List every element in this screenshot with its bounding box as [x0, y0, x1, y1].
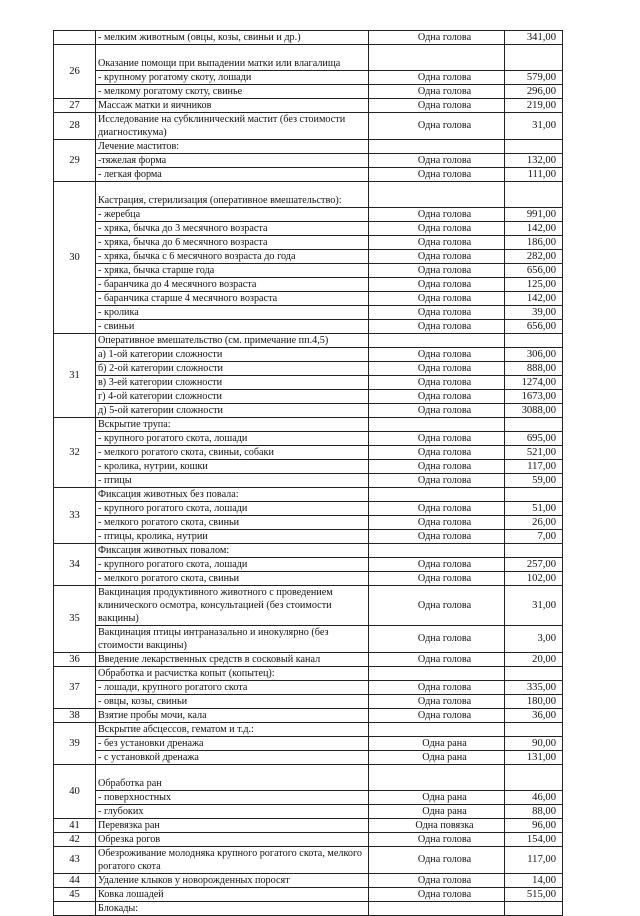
price-cell: 26,00 — [505, 516, 563, 530]
unit-cell: Одна голова — [369, 222, 505, 236]
description-cell: - поверхностных — [96, 791, 369, 805]
description-cell: Перевязка ран — [96, 819, 369, 833]
description-cell: Введение лекарственных средств в сосковый канал — [96, 653, 369, 667]
description-cell: - птицы, кролика, нутрии — [96, 530, 369, 544]
price-cell: 125,00 — [505, 278, 563, 292]
price-cell: 7,00 — [505, 530, 563, 544]
price-cell — [505, 544, 563, 558]
description-cell: - без установки дренажа — [96, 737, 369, 751]
table-row — [54, 292, 563, 306]
table-row — [54, 208, 563, 222]
unit-cell: Одна голова — [369, 460, 505, 474]
price-cell — [505, 723, 563, 737]
item-number-cell: 36 — [54, 653, 96, 667]
price-cell: 51,00 — [505, 502, 563, 516]
price-cell: 132,00 — [505, 154, 563, 168]
description-cell: Оперативное вмешательство (см. примечание пп.4,5) — [96, 334, 369, 348]
unit-cell: Одна повязка — [369, 819, 505, 833]
unit-cell: Одна голова — [369, 502, 505, 516]
unit-cell: Одна голова — [369, 572, 505, 586]
unit-cell: Одна голова — [369, 292, 505, 306]
description-cell: - крупному рогатому скоту, лошади — [96, 71, 369, 85]
table-row — [54, 306, 563, 320]
price-cell: 186,00 — [505, 236, 563, 250]
unit-cell: Одна голова — [369, 847, 505, 874]
description-cell: - мелкому рогатому скоту, свинье — [96, 85, 369, 99]
description-cell: б) 2-ой категории сложности — [96, 362, 369, 376]
table-row — [54, 390, 563, 404]
unit-cell — [369, 45, 505, 71]
table-row — [54, 586, 563, 626]
price-cell: 219,00 — [505, 99, 563, 113]
description-cell: - хряка, бычка с 6 месячного возраста до года — [96, 250, 369, 264]
unit-cell: Одна голова — [369, 154, 505, 168]
item-number-cell: 43 — [54, 847, 96, 874]
table-row — [54, 681, 563, 695]
price-cell — [505, 334, 563, 348]
unit-cell: Одна голова — [369, 681, 505, 695]
price-table — [53, 30, 563, 916]
table-row — [54, 71, 563, 85]
table-row — [54, 695, 563, 709]
price-cell: 46,00 — [505, 791, 563, 805]
unit-cell: Одна голова — [369, 709, 505, 723]
price-table-body — [54, 31, 563, 916]
price-cell — [505, 488, 563, 502]
unit-cell: Одна голова — [369, 446, 505, 460]
table-row — [54, 653, 563, 667]
table-row — [54, 805, 563, 819]
price-cell: 59,00 — [505, 474, 563, 488]
description-cell: - кролика, нутрии, кошки — [96, 460, 369, 474]
description-cell: Вскрытие трупа: — [96, 418, 369, 432]
price-cell: 180,00 — [505, 695, 563, 709]
description-cell: - свиньи — [96, 320, 369, 334]
price-cell: 335,00 — [505, 681, 563, 695]
description-cell: - жеребца — [96, 208, 369, 222]
price-cell: 282,00 — [505, 250, 563, 264]
table-row — [54, 278, 563, 292]
price-cell: 257,00 — [505, 558, 563, 572]
unit-cell: Одна рана — [369, 737, 505, 751]
price-cell: 656,00 — [505, 320, 563, 334]
unit-cell: Одна голова — [369, 833, 505, 847]
price-cell — [505, 902, 563, 916]
unit-cell — [369, 140, 505, 154]
table-row — [54, 99, 563, 113]
price-cell: 31,00 — [505, 586, 563, 626]
price-cell: 111,00 — [505, 168, 563, 182]
item-number-cell — [54, 902, 96, 916]
price-cell: 14,00 — [505, 874, 563, 888]
item-number-cell: 30 — [54, 182, 96, 334]
item-number-cell: 29 — [54, 140, 96, 182]
description-cell: - хряка, бычка старше года — [96, 264, 369, 278]
price-cell: 521,00 — [505, 446, 563, 460]
item-number-cell: 38 — [54, 709, 96, 723]
unit-cell: Одна голова — [369, 888, 505, 902]
description-cell: - кролика — [96, 306, 369, 320]
unit-cell — [369, 488, 505, 502]
price-cell: 154,00 — [505, 833, 563, 847]
description-cell: а) 1-ой категории сложности — [96, 348, 369, 362]
price-cell: 117,00 — [505, 460, 563, 474]
unit-cell: Одна голова — [369, 208, 505, 222]
price-cell: 96,00 — [505, 819, 563, 833]
price-cell: 888,00 — [505, 362, 563, 376]
description-cell: - баранчика до 4 месячного возраста — [96, 278, 369, 292]
description-cell: - с установкой дренажа — [96, 751, 369, 765]
price-cell: 117,00 — [505, 847, 563, 874]
item-number-cell: 40 — [54, 765, 96, 819]
description-cell: Вакцинация птицы интраназально и инокулярно (без стоимости вакцины) — [96, 626, 369, 653]
price-cell: 296,00 — [505, 85, 563, 99]
description-cell: Исследование на субклинический мастит (без стоимости диагностикума) — [96, 113, 369, 140]
description-cell: Блокады: — [96, 902, 369, 916]
price-cell: 656,00 — [505, 264, 563, 278]
unit-cell — [369, 418, 505, 432]
item-number-cell: 32 — [54, 418, 96, 488]
price-cell: 515,00 — [505, 888, 563, 902]
table-row — [54, 902, 563, 916]
unit-cell: Одна голова — [369, 113, 505, 140]
price-cell: 991,00 — [505, 208, 563, 222]
description-cell: Массаж матки и яичников — [96, 99, 369, 113]
unit-cell: Одна голова — [369, 362, 505, 376]
unit-cell: Одна голова — [369, 348, 505, 362]
table-row — [54, 874, 563, 888]
description-cell: Кастрация, стерилизация (оперативное вмешательство): — [96, 182, 369, 208]
description-cell: Вакцинация продуктивного животного с проведением клинического осмотра, консультацией (без стоимости вакцины) — [96, 586, 369, 626]
unit-cell — [369, 544, 505, 558]
table-row — [54, 737, 563, 751]
unit-cell — [369, 723, 505, 737]
price-cell: 31,00 — [505, 113, 563, 140]
price-cell — [505, 140, 563, 154]
price-cell: 3088,00 — [505, 404, 563, 418]
unit-cell: Одна голова — [369, 264, 505, 278]
item-number-cell: 27 — [54, 99, 96, 113]
description-cell: Лечение маститов: — [96, 140, 369, 154]
unit-cell: Одна голова — [369, 390, 505, 404]
price-cell: 306,00 — [505, 348, 563, 362]
description-cell: - мелкого рогатого скота, свиньи — [96, 516, 369, 530]
table-row — [54, 418, 563, 432]
table-row — [54, 45, 563, 71]
unit-cell: Одна голова — [369, 695, 505, 709]
table-row — [54, 446, 563, 460]
price-cell — [505, 45, 563, 71]
table-row — [54, 488, 563, 502]
table-row — [54, 113, 563, 140]
unit-cell: Одна голова — [369, 474, 505, 488]
item-number-cell — [54, 31, 96, 45]
unit-cell: Одна голова — [369, 236, 505, 250]
unit-cell: Одна голова — [369, 874, 505, 888]
description-cell: - птицы — [96, 474, 369, 488]
unit-cell — [369, 765, 505, 791]
unit-cell: Одна голова — [369, 85, 505, 99]
price-cell: 3,00 — [505, 626, 563, 653]
price-cell: 131,00 — [505, 751, 563, 765]
unit-cell: Одна голова — [369, 558, 505, 572]
description-cell: Удаление клыков у новорожденных поросят — [96, 874, 369, 888]
description-cell: Фиксация животных повалом: — [96, 544, 369, 558]
unit-cell: Одна голова — [369, 306, 505, 320]
price-cell: 1673,00 — [505, 390, 563, 404]
table-row — [54, 432, 563, 446]
item-number-cell: 45 — [54, 888, 96, 902]
table-row — [54, 376, 563, 390]
item-number-cell: 39 — [54, 723, 96, 765]
description-cell: Обработка и расчистка копыт (копытец): — [96, 667, 369, 681]
table-row — [54, 709, 563, 723]
item-number-cell: 35 — [54, 586, 96, 653]
price-cell: 39,00 — [505, 306, 563, 320]
table-row — [54, 765, 563, 791]
unit-cell: Одна голова — [369, 432, 505, 446]
description-cell: Фиксация животных без повала: — [96, 488, 369, 502]
price-cell: 88,00 — [505, 805, 563, 819]
table-row — [54, 833, 563, 847]
description-cell: Обезроживание молодняка крупного рогатого скота, мелкого рогатого скота — [96, 847, 369, 874]
description-cell: - хряка, бычка до 6 месячного возраста — [96, 236, 369, 250]
unit-cell: Одна голова — [369, 99, 505, 113]
table-row — [54, 626, 563, 653]
table-row — [54, 250, 563, 264]
price-cell — [505, 765, 563, 791]
description-cell: - овцы, козы, свиньи — [96, 695, 369, 709]
table-row — [54, 348, 563, 362]
price-cell — [505, 182, 563, 208]
table-row — [54, 222, 563, 236]
table-row — [54, 182, 563, 208]
description-cell: Оказание помощи при выпадении матки или влагалища — [96, 45, 369, 71]
description-cell: - крупного рогатого скота, лошади — [96, 502, 369, 516]
item-number-cell: 37 — [54, 667, 96, 709]
description-cell: - легкая форма — [96, 168, 369, 182]
unit-cell: Одна голова — [369, 168, 505, 182]
description-cell: - мелкого рогатого скота, свиньи — [96, 572, 369, 586]
unit-cell: Одна голова — [369, 626, 505, 653]
description-cell: -тяжелая форма — [96, 154, 369, 168]
table-row — [54, 572, 563, 586]
table-row — [54, 516, 563, 530]
unit-cell: Одна голова — [369, 320, 505, 334]
description-cell: Обработка ран — [96, 765, 369, 791]
unit-cell: Одна голова — [369, 31, 505, 45]
table-row — [54, 530, 563, 544]
price-cell: 695,00 — [505, 432, 563, 446]
price-list-document — [53, 30, 563, 916]
unit-cell: Одна рана — [369, 751, 505, 765]
unit-cell: Одна рана — [369, 791, 505, 805]
item-number-cell: 31 — [54, 334, 96, 418]
unit-cell: Одна голова — [369, 250, 505, 264]
unit-cell: Одна голова — [369, 404, 505, 418]
unit-cell: Одна голова — [369, 278, 505, 292]
table-row — [54, 85, 563, 99]
unit-cell: Одна рана — [369, 805, 505, 819]
table-row — [54, 544, 563, 558]
unit-cell — [369, 667, 505, 681]
unit-cell — [369, 902, 505, 916]
unit-cell: Одна голова — [369, 586, 505, 626]
description-cell: Вскрытие абсцессов, гематом и т.д.: — [96, 723, 369, 737]
table-row — [54, 474, 563, 488]
table-row — [54, 502, 563, 516]
table-row — [54, 847, 563, 874]
description-cell: - хряка, бычка до 3 месячного возраста — [96, 222, 369, 236]
table-row — [54, 236, 563, 250]
price-cell — [505, 667, 563, 681]
price-cell: 90,00 — [505, 737, 563, 751]
table-row — [54, 320, 563, 334]
description-cell: - баранчика старше 4 месячного возраста — [96, 292, 369, 306]
price-cell: 20,00 — [505, 653, 563, 667]
description-cell: г) 4-ой категории сложности — [96, 390, 369, 404]
table-row — [54, 140, 563, 154]
description-cell: - мелкого рогатого скота, свиньи, собаки — [96, 446, 369, 460]
item-number-cell: 28 — [54, 113, 96, 140]
description-cell: - мелким животным (овцы, козы, свиньи и др.) — [96, 31, 369, 45]
item-number-cell: 34 — [54, 544, 96, 586]
item-number-cell: 26 — [54, 45, 96, 99]
table-row — [54, 888, 563, 902]
table-row — [54, 667, 563, 681]
price-cell: 341,00 — [505, 31, 563, 45]
unit-cell: Одна голова — [369, 530, 505, 544]
table-row — [54, 154, 563, 168]
description-cell: - глубоких — [96, 805, 369, 819]
unit-cell: Одна голова — [369, 71, 505, 85]
table-row — [54, 31, 563, 45]
table-row — [54, 168, 563, 182]
description-cell: Обрезка рогов — [96, 833, 369, 847]
item-number-cell: 42 — [54, 833, 96, 847]
table-row — [54, 362, 563, 376]
table-row — [54, 751, 563, 765]
price-cell: 142,00 — [505, 292, 563, 306]
price-cell — [505, 418, 563, 432]
price-cell: 1274,00 — [505, 376, 563, 390]
description-cell: Ковка лошадей — [96, 888, 369, 902]
description-cell: в) 3-ей категории сложности — [96, 376, 369, 390]
description-cell: - лошади, крупного рогатого скота — [96, 681, 369, 695]
description-cell: Взятие пробы мочи, кала — [96, 709, 369, 723]
price-cell: 142,00 — [505, 222, 563, 236]
unit-cell: Одна голова — [369, 653, 505, 667]
unit-cell: Одна голова — [369, 376, 505, 390]
description-cell: - крупного рогатого скота, лошади — [96, 558, 369, 572]
price-cell: 579,00 — [505, 71, 563, 85]
item-number-cell: 41 — [54, 819, 96, 833]
table-row — [54, 558, 563, 572]
table-row — [54, 334, 563, 348]
price-cell: 102,00 — [505, 572, 563, 586]
unit-cell — [369, 334, 505, 348]
unit-cell — [369, 182, 505, 208]
item-number-cell: 33 — [54, 488, 96, 544]
price-cell: 36,00 — [505, 709, 563, 723]
unit-cell: Одна голова — [369, 516, 505, 530]
table-row — [54, 791, 563, 805]
table-row — [54, 723, 563, 737]
description-cell: - крупного рогатого скота, лошади — [96, 432, 369, 446]
description-cell: д) 5-ой категории сложности — [96, 404, 369, 418]
table-row — [54, 460, 563, 474]
table-row — [54, 264, 563, 278]
table-row — [54, 404, 563, 418]
table-row — [54, 819, 563, 833]
item-number-cell: 44 — [54, 874, 96, 888]
